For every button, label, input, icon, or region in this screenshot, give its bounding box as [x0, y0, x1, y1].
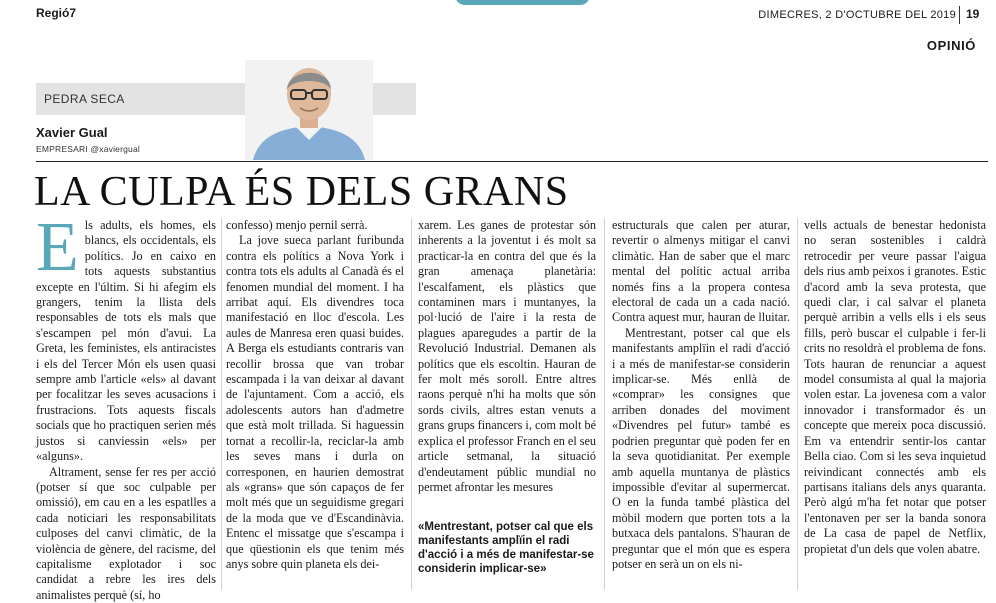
pull-quote: «Mentrestant, potser cal que els manifestants amplïin el radi d'acció i a més de manifestar-se considerin implicar-se» — [418, 520, 596, 576]
issue-date: DIMECRES, 2 D'OCTUBRE DEL 2019 — [758, 9, 956, 21]
section-label: OPINIÓ — [927, 38, 976, 53]
page-divider — [959, 6, 960, 24]
drop-cap: E — [36, 220, 79, 276]
author-name: Xavier Gual — [36, 125, 108, 140]
column-name: PEDRA SECA — [44, 92, 125, 106]
paragraph: estructurals que calen per aturar, revertir o almenys mitigar el canvi climàtic. Han de saber que el marc mental del polític actual arriba només fins a la propera contesa electoral de cada un a cada nació. Contra aquest mur, hauran de lluitar. — [612, 218, 790, 326]
paragraph: Altrament, sense fer res per acció (potser sí que soc culpable per omissió), em cau en a les espatlles a cada noticiari les responsabilitats culposes del canvi climàtic, de la violència de gènere, del racisme, del capitalisme explotador i soc candidat a rebre les ires dels animalistes perquè (sí, ho — [36, 465, 216, 603]
column-divider — [797, 218, 798, 590]
article-column-2 — [226, 218, 404, 590]
paragraph: vells actuals de benestar hedonista no seran sostenibles i caldrà retrocedir per veure passar l'aigua dels rius amb peixos i granotes. Estic d'acord amb la seva protesta, que quedi clar, i cal salvar el planeta perquè arribin a vells ells i els seus fills, però buscar el culpable i fer-li crits no resoldrà el problema de fons. Tots hauran de renunciar a aquest model consumista al qual la majoria volen estar. La jovenesa com a valor innovador i transformador és un concepte que mereix poca discussió. Em va entendrir sentir-los cantar Bella ciao. Com si les seva inquietud reivindicant connectés amb els partisans italians dels anys quaranta. Però algú m'ha fet notar que potser l'entonaven per ser la banda sonora de La casa de papel de Netflix, propietat d'un dels que volen abatre. — [804, 218, 986, 557]
top-bar — [0, 0, 996, 32]
column-divider — [221, 218, 222, 590]
author-portrait — [245, 60, 373, 160]
headline: LA CULPA ÉS DELS GRANS — [34, 168, 569, 216]
newspaper-brand: Regió7 — [36, 6, 76, 20]
article-column-3 — [418, 218, 596, 500]
paragraph: xarem. Les ganes de protestar són inherents a la joventut i és molt sa practicar-la en contra del que és la gran amenaça planetària: l'escalfament, els plàstics que contaminen mars i muntanyes, la pol·lució de l'aire i la resta de plagues aparegudes a partir de la Revolució Industrial. Demanen als polítics que els escoltin. Hauran de fer molt més soroll. Entre altres raons perquè n'hi ha molts que són sords civils, altres estan venuts a grans grups financers i, com molt bé explica el professor Franch en el seu article setmanal, la situació d'endeutament públic mundial no permet afrontar les mesures — [418, 218, 596, 495]
column-divider — [411, 218, 412, 590]
top-tab-decoration — [455, 0, 590, 5]
paragraph: ls adults, els homes, els blancs, els occidentals, els polítics. Jo en caixo en tots aquests substantius excepte en l'últim. Si hi afegim els grangers, tenim la llista dels responsables de tots els mals que s'escampen pel món d'avui. La Greta, les feministes, els antiracistes i els del Tercer Món els usen quasi sempre amb l'article «els» al davant per focalitzar les seves acusacions i frustracions. Tots aquests fiscals socials que ho practiquen serien més justos si canviessin «els» per «alguns». — [36, 218, 216, 465]
article-column-1 — [36, 218, 216, 590]
page-number: 19 — [966, 7, 979, 21]
header-rule — [36, 161, 988, 162]
author-role: EMPRESARI @xaviergual — [36, 144, 140, 154]
paragraph: confesso) menjo pernil serrà. — [226, 218, 404, 233]
article-column-5 — [804, 218, 986, 590]
article-column-4 — [612, 218, 790, 590]
paragraph: La jove sueca parlant furibunda contra els polítics a Nova York i contra tots els adults al Canadà és el fenomen mundial del moment. I ha arribat aquí. Els divendres toca manifestació en lloc d'escola. Les aules de Manresa eren quasi buides. A Berga els estudiants contraris van recollir brossa que van trobar escampada i la van deixar al davant de l'ajuntament. Com a acció, els adolescents autors han d'admetre que està molt trillada. Si haguessin tornat a recollir-la, reciclar-la amb les seves mans i durla on corresponen, en haurien demostrat als «grans» que són capaços de fer molt més que un seguidisme gregari de la moda que ve d'Escandinàvia. Entenc el missatge que s'escampa i que qüestionin els que tenim més anys sobre quin planeta els dei- — [226, 233, 404, 572]
paragraph: Mentrestant, potser cal que els manifestants amplïin el radi d'acció i a més de manifestar-se considerin implicar-se. Més enllà de «comprar» les consignes que arriben donades del moviment «Divendres pel futur» també es podrien preguntar què poden fer en la seva quotidianitat. Per exemple amb aquella muntanya de plàstics impossible d'evitar al supermercat. O en la funda també plàstica del mòbil modern que porten tots a la butxaca dels pantalons. S'hauran de preguntar que el món que es espera potser en serà un on els ni- — [612, 326, 790, 573]
column-divider — [604, 218, 605, 590]
